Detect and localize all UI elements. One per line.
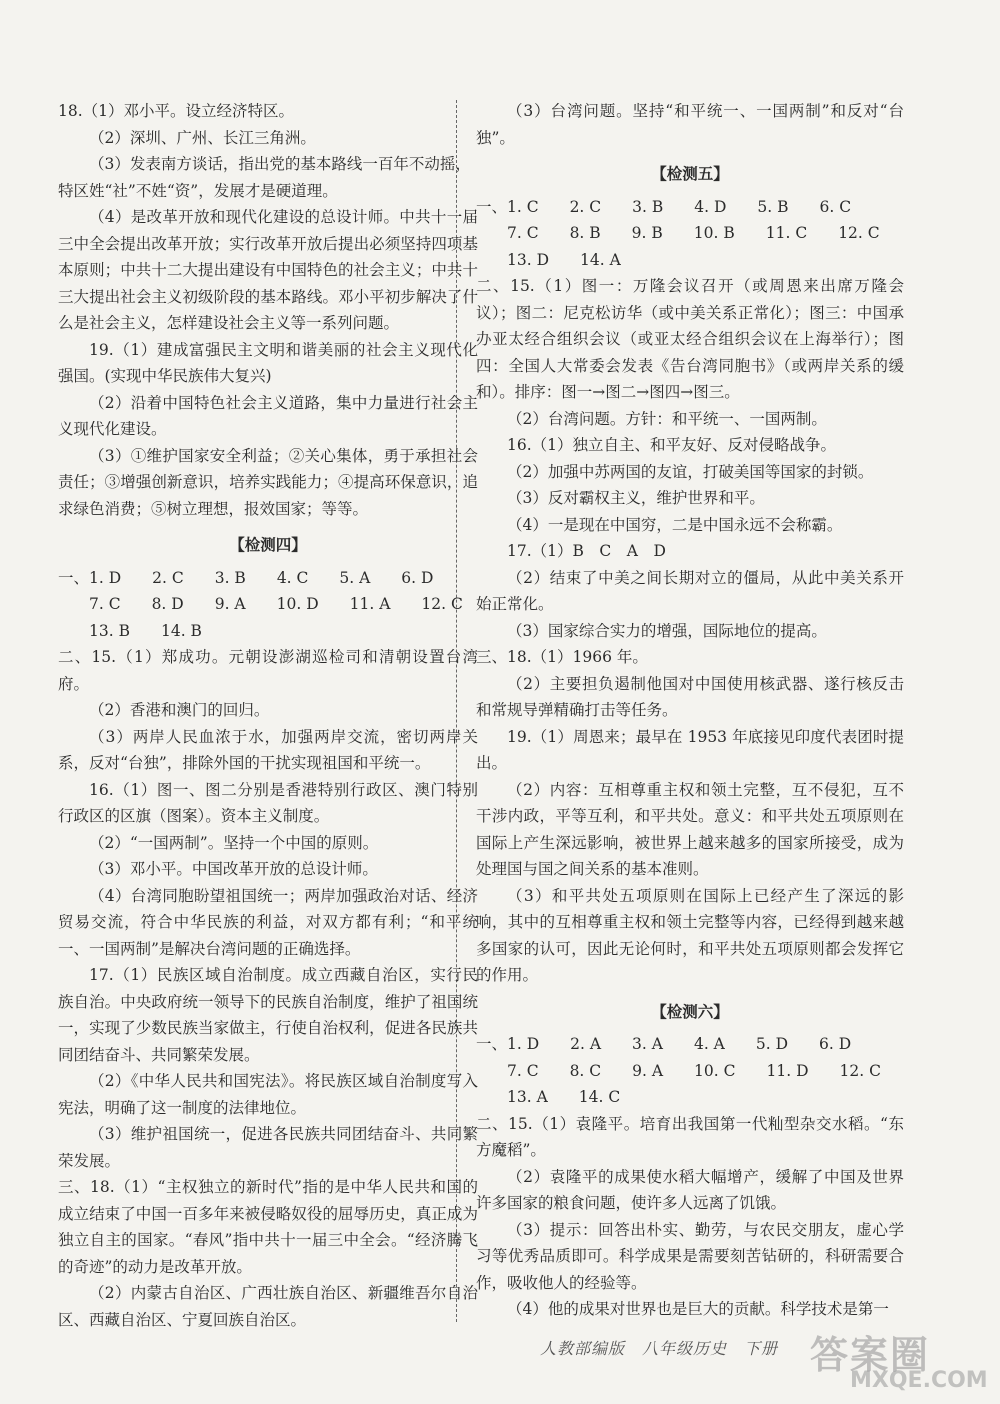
logo-text: 答案圈 bbox=[810, 1333, 931, 1377]
answer-line: 7. C 8. C 9. A 10. C 11. D 12. C bbox=[507, 1061, 881, 1080]
answer-line: 7. C 8. D 9. A 10. D 11. A 12. C bbox=[89, 595, 463, 613]
answer-line: （2）袁隆平的成果使水稻大幅增产，缓解了中国及世界许多国家的粮食问题，使许多人远离了饥饿。 bbox=[476, 1167, 904, 1212]
answer-line: 特区姓“社”不姓“资”，发展才是硬道理。 bbox=[58, 181, 338, 200]
answer-line: （2）结束了中美之间长期对立的僵局，从此中美关系开始正常化。 bbox=[476, 568, 904, 613]
answer-line: （4）一是现在中国穷，二是中国永远不会称霸。 bbox=[507, 515, 843, 534]
section-heading: 【检测六】 bbox=[651, 1002, 729, 1021]
answer-line: 19.（1）周恩来；最早在 1953 年底接见印度代表团时提出。 bbox=[476, 727, 904, 772]
page-footer: 人教部编版 八年级历史 下册 bbox=[540, 1339, 779, 1358]
answer-line: （2）深圳、广州、长江三角洲。 bbox=[89, 128, 316, 147]
answer-line: （4）台湾同胞盼望祖国统一；两岸加强政治对话、经济贸易交流，符合中华民族的利益，对双方都有利；“和平统一、一国两制”是解决台湾问题的正确选择。 bbox=[58, 886, 478, 958]
answer-line: （2）主要担负遏制他国对中国使用核武器、遂行核反击和常规导弹精确打击等任务。 bbox=[476, 674, 904, 719]
answer-line: （4）他的成果对世界也是巨大的贡献。科学技术是第一 bbox=[507, 1300, 889, 1318]
left-column bbox=[58, 98, 478, 1333]
answer-line: 17.（1）民族区域自治制度。成立西藏自治区，实行民族自治。中央政府统一领导下的民族自治制度，维护了祖国统一，实现了少数民族当家做主，行使自治权利，促进各民族共同团结奋斗、共同繁荣发展。 bbox=[58, 966, 478, 1064]
answer-line: （2）台湾问题。方针：和平统一、一国两制。 bbox=[507, 409, 827, 428]
answer-line: （3）发表南方谈话，指出党的基本路线一百年不动摇， bbox=[89, 155, 471, 173]
answer-line: 13. D 14. A bbox=[507, 250, 621, 269]
watermark-logo bbox=[810, 1324, 988, 1394]
answer-line: 7. C 8. B 9. B 10. B 11. C 12. C bbox=[507, 224, 880, 242]
answer-line: 19.（1）建成富强民主文明和谐美丽的社会主义现代化强国。(实现中华民族伟大复兴) bbox=[58, 340, 478, 385]
answer-line: 16.（1）独立自主、和平友好、反对侵略战争。 bbox=[507, 436, 837, 454]
answer-line: 18.（1）邓小平。设立经济特区。 bbox=[58, 102, 295, 120]
answer-line: （2）沿着中国特色社会主义道路，集中力量进行社会主义现代化建设。 bbox=[58, 393, 478, 438]
section-heading: 【检测四】 bbox=[229, 536, 307, 554]
answer-line: 三、18.（1）“主权独立的新时代”指的是中华人民共和国的成立结束了中国一百多年来被侵略奴役的屈辱历史，真正成为独立自主的国家。“春风”指中共十一届三中全会。“经济腾飞的奇迹”的动力是改革开放。 bbox=[58, 1178, 478, 1276]
answer-line: （2）内容：互相尊重主权和领土完整，互不侵犯，互不干涉内政，平等互利，和平共处。意义：和平共处五项原则在国际上产生深远影响，被世界上越来越多的国家所接受，成为处理国与国之间关系的基本准则。 bbox=[476, 780, 904, 878]
answer-line: 13. A 14. C bbox=[507, 1088, 621, 1106]
right-column bbox=[476, 98, 904, 1323]
answer-line: 二、15.（1）袁隆平。培育出我国第一代籼型杂交水稻。“东方魔稻”。 bbox=[476, 1114, 904, 1159]
answer-line: （3）台湾问题。坚持“和平统一、一国两制”和反对“台独”。 bbox=[476, 102, 904, 147]
answer-line: 17.（1）B C A D bbox=[507, 542, 666, 560]
answer-line: 一、1. D 2. C 3. B 4. C 5. A 6. D bbox=[58, 568, 434, 587]
answer-line: （3）两岸人民血浓于水，加强两岸交流，密切两岸关系，反对“台独”，排除外国的干扰实现祖国和平统一。 bbox=[58, 727, 478, 772]
answer-line: （3）提示：回答出朴实、勤劳，与农民交朋友，虚心学习等优秀品质即可。科学成果是需要刻苦钻研的，科研需要合作，吸收他人的经验等。 bbox=[476, 1220, 904, 1292]
answer-line: （2）加强中苏两国的友谊，打破美国等国家的封锁。 bbox=[507, 462, 874, 481]
answer-line: 13. B 14. B bbox=[89, 621, 202, 640]
answer-line: （2）香港和澳门的回归。 bbox=[89, 701, 270, 719]
answer-line: 三、18.（1）1966 年。 bbox=[476, 648, 648, 666]
answer-line: 二、15.（1）图一：万隆会议召开（或周恩来出席万隆会议）；图二：尼克松访华（或中美关系正常化）；图三：中国承办亚太经合组织会议（或亚太经合组织会议在上海举行）；图四：全国人大常委会发表《告台湾同胞书》（或两岸关系的缓和）。排序：图一→图二→图四→图三。 bbox=[476, 277, 904, 401]
answer-line: 一、1. D 2. A 3. A 4. A 5. D 6. D bbox=[476, 1035, 852, 1053]
answer-line: （3）和平共处五项原则在国际上已经产生了深远的影响，其中的互相尊重主权和领土完整等内容，已经得到越来越多国家的认可，因此无论何时，和平共处五项原则都会发挥它的作用。 bbox=[476, 886, 904, 984]
answer-line: （2）内蒙古自治区、广西壮族自治区、新疆维吾尔自治区、西藏自治区、宁夏回族自治区。 bbox=[58, 1284, 478, 1329]
logo-url: MXQE.COM bbox=[850, 1368, 988, 1393]
section-heading: 【检测五】 bbox=[651, 165, 729, 183]
answer-line: （3）国家综合实力的增强，国际地位的提高。 bbox=[507, 621, 827, 640]
answer-line: （2）《中华人民共和国宪法》。将民族区域自治制度写入宪法，明确了这一制度的法律地位。 bbox=[58, 1072, 478, 1117]
answer-line: 16.（1）图一、图二分别是香港特别行政区、澳门特别行政区的区旗（图案）。资本主义制度。 bbox=[58, 780, 478, 825]
answer-line: （4）是改革开放和现代化建设的总设计师。中共十一届三中全会提出改革开放；实行改革开放后提出必须坚持四项基本原则；中共十二大提出建设有中国特色的社会主义；中共十三大提出社会主义初级阶段的基本路线。邓小平初步解决了什么是社会主义，怎样建设社会主义等一系列问题。 bbox=[58, 208, 478, 332]
answer-line: 二、15.（1）郑成功。元朝设澎湖巡检司和清朝设置台湾府。 bbox=[58, 648, 478, 693]
answer-line: （2）“一国两制”。坚持一个中国的原则。 bbox=[89, 833, 379, 852]
answer-line: 一、1. C 2. C 3. B 4. D 5. B 6. C bbox=[476, 197, 852, 216]
answer-line: （3）反对霸权主义，维护世界和平。 bbox=[507, 489, 765, 507]
answer-line: （3）维护祖国统一，促进各民族共同团结奋斗、共同繁荣发展。 bbox=[58, 1125, 478, 1170]
answer-line: （3）邓小平。中国改革开放的总设计师。 bbox=[89, 860, 378, 878]
answer-line: （3）①维护国家安全利益；②关心集体，勇于承担社会责任；③增强创新意识，培养实践能力；④提高环保意识，追求绿色消费；⑤树立理想，报效国家；等等。 bbox=[58, 446, 478, 518]
